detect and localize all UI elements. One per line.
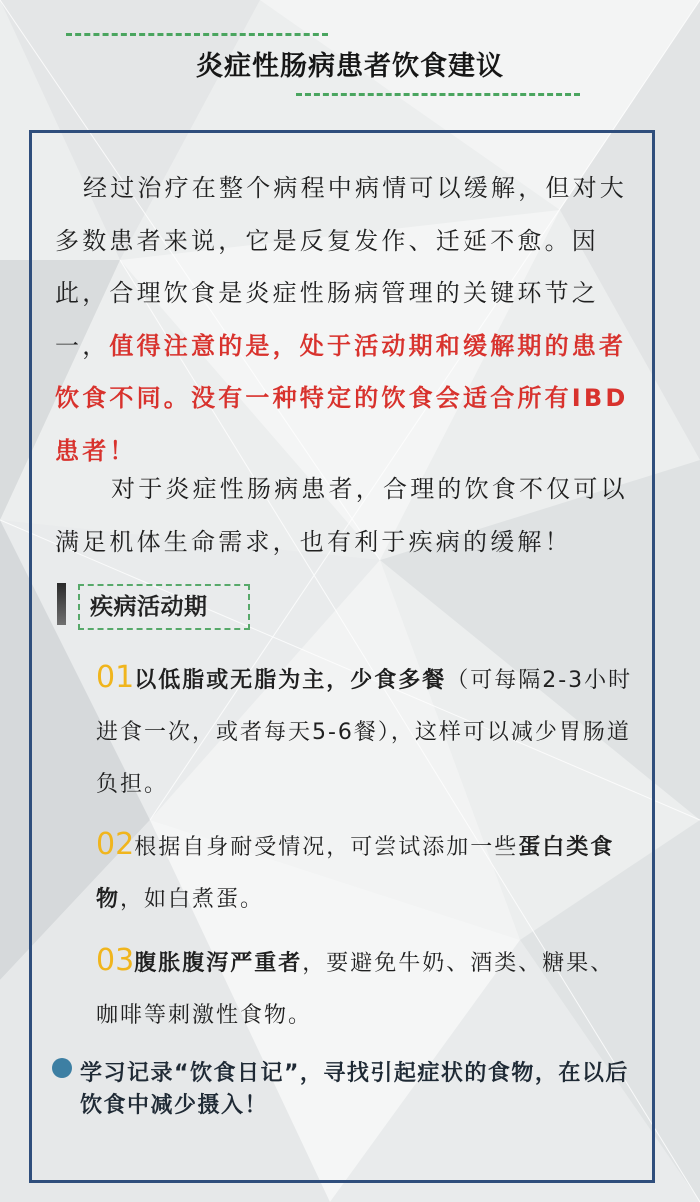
- intro-text: 经过治疗在整个病程中病情可以缓解，但对大多数患者来说，它是反复发作、迁延不愈。因此，合理饮食是炎症性肠病管理的关键环节之一，: [55, 174, 627, 360]
- item-text: 根据自身耐受情况，可尝试添加一些: [134, 835, 519, 860]
- item-number: 01: [96, 660, 135, 695]
- item-text: ，要避免牛奶、酒类、糖果、咖啡等刺激性食物。: [96, 951, 615, 1028]
- item-bold-text: 蛋白类食物: [96, 835, 615, 912]
- list-item: [96, 819, 636, 926]
- intro-paragraph: [55, 162, 645, 477]
- top-dashed-divider: [66, 33, 328, 36]
- intro-paragraph-2: [55, 463, 645, 568]
- page-title: 炎症性肠病患者饮食建议: [196, 51, 504, 82]
- item-bold-text: 腹胀腹泻严重者: [134, 951, 303, 976]
- bullet-dot-icon: [52, 1058, 72, 1078]
- item-text: （可每隔2-3小时进食一次，或者每天5-6餐），这样可以减少胃肠道负担。: [96, 668, 633, 797]
- intro-highlight: 值得注意的是，处于活动期和缓解期的患者饮食不同。没有一种特定的饮食会适合所有IBD患者！: [55, 331, 629, 465]
- list-item: [96, 935, 636, 1042]
- item-number: 02: [96, 827, 135, 862]
- intro2-text: 对于炎症性肠病患者，合理的饮食不仅可以满足机体生命需求，也有利于疾病的缓解！: [55, 475, 628, 556]
- section-title: 疾病活动期: [78, 584, 250, 630]
- list-item: [96, 652, 636, 811]
- tip-note: 学习记录“饮食日记”，寻找引起症状的食物，在以后饮食中减少摄入！: [80, 1061, 629, 1118]
- item-number: 03: [96, 943, 135, 978]
- item-bold-text: 以低脂或无脂为主，少食多餐: [134, 668, 447, 693]
- title-underline-dashed: [296, 93, 580, 96]
- section-marker-bar: [57, 583, 66, 625]
- item-text: ，如白煮蛋。: [120, 887, 265, 912]
